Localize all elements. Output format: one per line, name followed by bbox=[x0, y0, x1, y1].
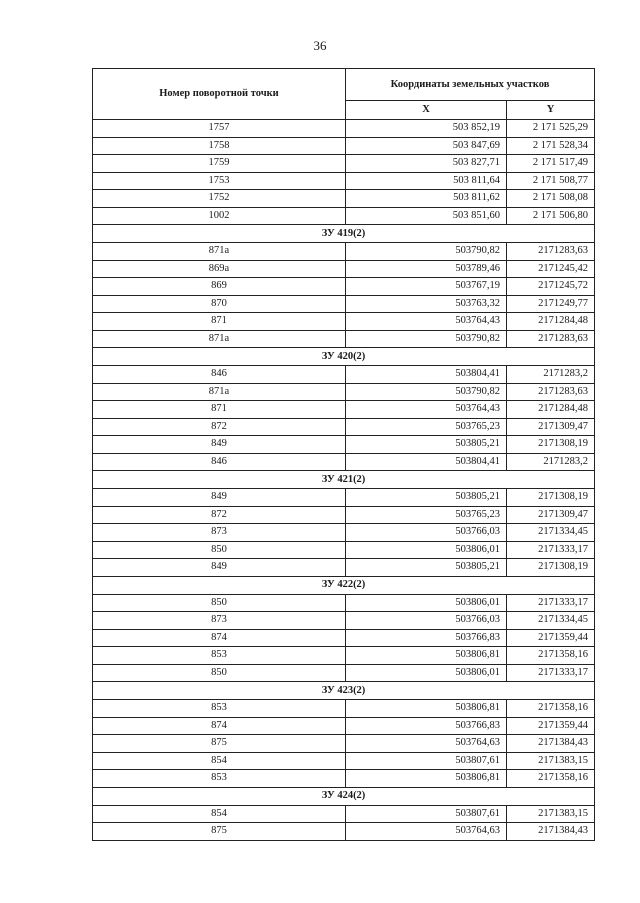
x-coordinate-cell: 503806,81 bbox=[346, 700, 507, 718]
table-row bbox=[93, 823, 595, 841]
x-coordinate-cell: 503806,01 bbox=[346, 594, 507, 612]
point-number-cell: 1002 bbox=[93, 207, 346, 225]
x-coordinate-cell: 503 851,60 bbox=[346, 207, 507, 225]
y-coordinate-cell: 2171283,63 bbox=[507, 383, 595, 401]
table-row bbox=[93, 612, 595, 630]
y-coordinate-cell: 2171334,45 bbox=[507, 612, 595, 630]
y-coordinate-cell: 2171358,16 bbox=[507, 700, 595, 718]
x-coordinate-cell: 503806,01 bbox=[346, 664, 507, 682]
y-coordinate-cell: 2171283,63 bbox=[507, 243, 595, 261]
y-coordinate-cell: 2171334,45 bbox=[507, 524, 595, 542]
point-number-cell: 874 bbox=[93, 629, 346, 647]
point-number-cell: 871а bbox=[93, 243, 346, 261]
point-number-cell: 871 bbox=[93, 313, 346, 331]
section-title: ЗУ 419(2) bbox=[93, 225, 595, 243]
x-coordinate-cell: 503765,23 bbox=[346, 506, 507, 524]
table-row bbox=[93, 489, 595, 507]
header-x: X bbox=[346, 101, 507, 120]
section-title: ЗУ 423(2) bbox=[93, 682, 595, 700]
table-row bbox=[93, 647, 595, 665]
y-coordinate-cell: 2171283,63 bbox=[507, 330, 595, 348]
point-number-cell: 1758 bbox=[93, 137, 346, 155]
table-row bbox=[93, 366, 595, 384]
table-row bbox=[93, 506, 595, 524]
y-coordinate-cell: 2 171 528,34 bbox=[507, 137, 595, 155]
x-coordinate-cell: 503790,82 bbox=[346, 383, 507, 401]
table-row bbox=[93, 295, 595, 313]
point-number-cell: 875 bbox=[93, 735, 346, 753]
x-coordinate-cell: 503805,21 bbox=[346, 559, 507, 577]
y-coordinate-cell: 2171359,44 bbox=[507, 629, 595, 647]
point-number-cell: 846 bbox=[93, 366, 346, 384]
x-coordinate-cell: 503 827,71 bbox=[346, 155, 507, 173]
header-coordinates: Координаты земельных участков bbox=[346, 69, 595, 101]
table-row bbox=[93, 770, 595, 788]
y-coordinate-cell: 2171383,15 bbox=[507, 752, 595, 770]
point-number-cell: 853 bbox=[93, 647, 346, 665]
y-coordinate-cell: 2 171 508,08 bbox=[507, 190, 595, 208]
table-row bbox=[93, 155, 595, 173]
section-title: ЗУ 420(2) bbox=[93, 348, 595, 366]
table-row bbox=[93, 243, 595, 261]
x-coordinate-cell: 503764,63 bbox=[346, 823, 507, 841]
point-number-cell: 846 bbox=[93, 453, 346, 471]
table-row bbox=[93, 260, 595, 278]
section-row bbox=[93, 348, 595, 366]
y-coordinate-cell: 2171309,47 bbox=[507, 418, 595, 436]
point-number-cell: 1759 bbox=[93, 155, 346, 173]
point-number-cell: 854 bbox=[93, 752, 346, 770]
y-coordinate-cell: 2171245,42 bbox=[507, 260, 595, 278]
x-coordinate-cell: 503805,21 bbox=[346, 436, 507, 454]
y-coordinate-cell: 2171358,16 bbox=[507, 647, 595, 665]
section-row bbox=[93, 471, 595, 489]
point-number-cell: 875 bbox=[93, 823, 346, 841]
table-row bbox=[93, 752, 595, 770]
x-coordinate-cell: 503763,32 bbox=[346, 295, 507, 313]
point-number-cell: 849 bbox=[93, 489, 346, 507]
point-number-cell: 873 bbox=[93, 524, 346, 542]
point-number-cell: 1757 bbox=[93, 120, 346, 138]
header-y: Y bbox=[507, 101, 595, 120]
table-row bbox=[93, 418, 595, 436]
x-coordinate-cell: 503789,46 bbox=[346, 260, 507, 278]
table-row bbox=[93, 207, 595, 225]
point-number-cell: 854 bbox=[93, 805, 346, 823]
point-number-cell: 872 bbox=[93, 418, 346, 436]
x-coordinate-cell: 503807,61 bbox=[346, 752, 507, 770]
x-coordinate-cell: 503766,83 bbox=[346, 717, 507, 735]
y-coordinate-cell: 2171283,2 bbox=[507, 366, 595, 384]
point-number-cell: 853 bbox=[93, 700, 346, 718]
x-coordinate-cell: 503 847,69 bbox=[346, 137, 507, 155]
section-row bbox=[93, 787, 595, 805]
table-row bbox=[93, 629, 595, 647]
y-coordinate-cell: 2 171 508,77 bbox=[507, 172, 595, 190]
x-coordinate-cell: 503 811,62 bbox=[346, 190, 507, 208]
table-row bbox=[93, 436, 595, 454]
y-coordinate-cell: 2171249,77 bbox=[507, 295, 595, 313]
y-coordinate-cell: 2171308,19 bbox=[507, 559, 595, 577]
table-row bbox=[93, 717, 595, 735]
point-number-cell: 872 bbox=[93, 506, 346, 524]
point-number-cell: 853 bbox=[93, 770, 346, 788]
point-number-cell: 850 bbox=[93, 541, 346, 559]
table-row bbox=[93, 401, 595, 419]
x-coordinate-cell: 503806,01 bbox=[346, 541, 507, 559]
point-number-cell: 871а bbox=[93, 383, 346, 401]
table-row bbox=[93, 524, 595, 542]
y-coordinate-cell: 2 171 517,49 bbox=[507, 155, 595, 173]
table-row bbox=[93, 805, 595, 823]
y-coordinate-cell: 2171309,47 bbox=[507, 506, 595, 524]
section-title: ЗУ 422(2) bbox=[93, 576, 595, 594]
x-coordinate-cell: 503806,81 bbox=[346, 647, 507, 665]
y-coordinate-cell: 2171358,16 bbox=[507, 770, 595, 788]
table-row bbox=[93, 594, 595, 612]
y-coordinate-cell: 2 171 525,29 bbox=[507, 120, 595, 138]
y-coordinate-cell: 2171284,48 bbox=[507, 401, 595, 419]
point-number-cell: 869а bbox=[93, 260, 346, 278]
y-coordinate-cell: 2171333,17 bbox=[507, 594, 595, 612]
y-coordinate-cell: 2171308,19 bbox=[507, 436, 595, 454]
x-coordinate-cell: 503790,82 bbox=[346, 330, 507, 348]
section-title: ЗУ 421(2) bbox=[93, 471, 595, 489]
table-row bbox=[93, 541, 595, 559]
coordinates-table bbox=[92, 68, 595, 841]
section-row bbox=[93, 682, 595, 700]
point-number-cell: 849 bbox=[93, 436, 346, 454]
page-number: 36 bbox=[313, 38, 327, 53]
point-number-cell: 871а bbox=[93, 330, 346, 348]
table-row bbox=[93, 453, 595, 471]
y-coordinate-cell: 2171359,44 bbox=[507, 717, 595, 735]
y-coordinate-cell: 2171245,72 bbox=[507, 278, 595, 296]
x-coordinate-cell: 503806,81 bbox=[346, 770, 507, 788]
table-row bbox=[93, 278, 595, 296]
x-coordinate-cell: 503805,21 bbox=[346, 489, 507, 507]
x-coordinate-cell: 503766,03 bbox=[346, 612, 507, 630]
table-row bbox=[93, 735, 595, 753]
table-row bbox=[93, 383, 595, 401]
table-row bbox=[93, 137, 595, 155]
x-coordinate-cell: 503766,03 bbox=[346, 524, 507, 542]
y-coordinate-cell: 2171384,43 bbox=[507, 823, 595, 841]
x-coordinate-cell: 503804,41 bbox=[346, 453, 507, 471]
table-row bbox=[93, 330, 595, 348]
point-number-cell: 870 bbox=[93, 295, 346, 313]
x-coordinate-cell: 503 811,64 bbox=[346, 172, 507, 190]
section-row bbox=[93, 576, 595, 594]
table-row bbox=[93, 172, 595, 190]
point-number-cell: 850 bbox=[93, 664, 346, 682]
y-coordinate-cell: 2171383,15 bbox=[507, 805, 595, 823]
x-coordinate-cell: 503 852,19 bbox=[346, 120, 507, 138]
point-number-cell: 849 bbox=[93, 559, 346, 577]
table-row bbox=[93, 120, 595, 138]
y-coordinate-cell: 2171283,2 bbox=[507, 453, 595, 471]
x-coordinate-cell: 503764,43 bbox=[346, 401, 507, 419]
x-coordinate-cell: 503790,82 bbox=[346, 243, 507, 261]
point-number-cell: 874 bbox=[93, 717, 346, 735]
x-coordinate-cell: 503766,83 bbox=[346, 629, 507, 647]
header-point-number: Номер поворотной точки bbox=[93, 69, 346, 120]
y-coordinate-cell: 2171308,19 bbox=[507, 489, 595, 507]
point-number-cell: 871 bbox=[93, 401, 346, 419]
y-coordinate-cell: 2171384,43 bbox=[507, 735, 595, 753]
point-number-cell: 1753 bbox=[93, 172, 346, 190]
table-row bbox=[93, 700, 595, 718]
x-coordinate-cell: 503765,23 bbox=[346, 418, 507, 436]
table-row bbox=[93, 559, 595, 577]
point-number-cell: 869 bbox=[93, 278, 346, 296]
section-row bbox=[93, 225, 595, 243]
table-row bbox=[93, 313, 595, 331]
x-coordinate-cell: 503764,63 bbox=[346, 735, 507, 753]
y-coordinate-cell: 2171333,17 bbox=[507, 541, 595, 559]
point-number-cell: 873 bbox=[93, 612, 346, 630]
section-title: ЗУ 424(2) bbox=[93, 787, 595, 805]
point-number-cell: 1752 bbox=[93, 190, 346, 208]
y-coordinate-cell: 2171284,48 bbox=[507, 313, 595, 331]
point-number-cell: 850 bbox=[93, 594, 346, 612]
table-row bbox=[93, 190, 595, 208]
x-coordinate-cell: 503804,41 bbox=[346, 366, 507, 384]
x-coordinate-cell: 503767,19 bbox=[346, 278, 507, 296]
x-coordinate-cell: 503807,61 bbox=[346, 805, 507, 823]
y-coordinate-cell: 2171333,17 bbox=[507, 664, 595, 682]
table-body bbox=[93, 120, 595, 841]
x-coordinate-cell: 503764,43 bbox=[346, 313, 507, 331]
table-row bbox=[93, 664, 595, 682]
y-coordinate-cell: 2 171 506,80 bbox=[507, 207, 595, 225]
